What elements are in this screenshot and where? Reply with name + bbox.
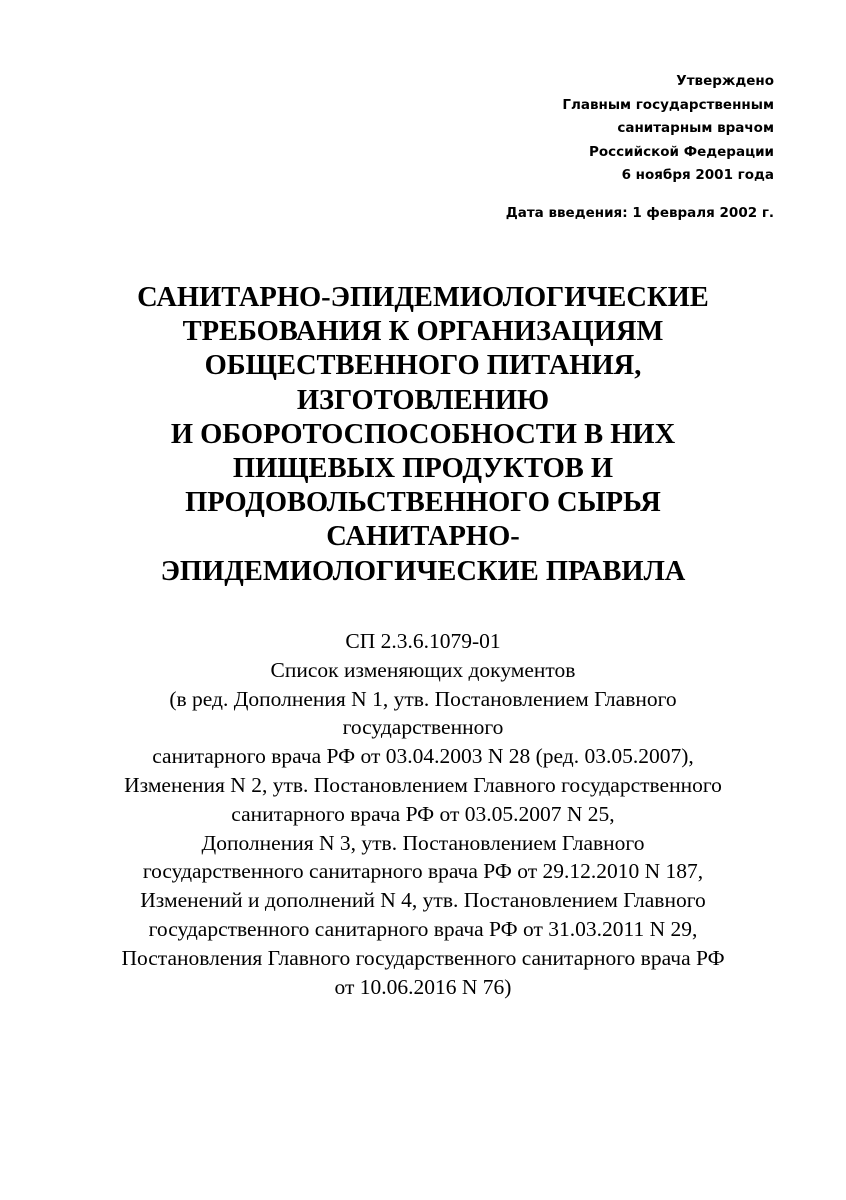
title-line: САНИТАРНО- <box>326 521 520 553</box>
title-line: ТРЕБОВАНИЯ К ОРГАНИЗАЦИЯМ <box>182 316 664 348</box>
amendments-block <box>40 627 806 1001</box>
amendment-line: государственного санитарного врача РФ от 29.12.2010 N 187, <box>142 859 704 884</box>
document-title <box>60 281 786 589</box>
approval-line: Утверждено <box>676 73 774 89</box>
amendment-line: государственного <box>342 715 504 740</box>
title-line: И ОБОРОТОСПОСОБНОСТИ В НИХ <box>170 418 676 450</box>
amendment-line: Постановления Главного государственного санитарного врача РФ <box>121 945 725 970</box>
title-line: САНИТАРНО-ЭПИДЕМИОЛОГИЧЕСКИЕ <box>137 282 709 313</box>
introduction-date: Дата введения: 1 февраля 2002 г. <box>505 205 774 221</box>
amendment-line: санитарного врача РФ от 03.04.2003 N 28 (ред. 03.05.2007), <box>152 744 694 769</box>
title-line: ЭПИДЕМИОЛОГИЧЕСКИЕ ПРАВИЛА <box>160 555 686 587</box>
approval-line: Российской Федерации <box>589 143 774 160</box>
amendment-line: Изменений и дополнений N 4, утв. Постановлением Главного <box>140 888 706 913</box>
approval-line: санитарным врачом <box>617 120 774 136</box>
amendment-line: санитарного врача РФ от 03.05.2007 N 25, <box>231 801 615 826</box>
approval-line: Главным государственным <box>562 96 774 113</box>
amendment-line: государственного санитарного врача РФ от 31.03.2011 N 29, <box>148 916 698 941</box>
approval-block <box>562 70 774 188</box>
document-code: СП 2.3.6.1079-01 <box>345 629 501 653</box>
amendment-line: (в ред. Дополнения N 1, утв. Постановлением Главного <box>169 686 677 711</box>
amendment-line: Изменения N 2, утв. Постановлением Главного государственного <box>124 772 722 797</box>
amendments-heading: Список изменяющих документов <box>270 657 576 682</box>
title-line: ОБЩЕСТВЕННОГО ПИТАНИЯ, <box>204 350 642 382</box>
amendment-line: Дополнения N 3, утв. Постановлением Главного <box>201 830 645 855</box>
title-line: ПРОДОВОЛЬСТВЕННОГО СЫРЬЯ <box>185 487 661 519</box>
title-line: ПИЩЕВЫХ ПРОДУКТОВ И <box>232 453 614 485</box>
title-line: ИЗГОТОВЛЕНИЮ <box>296 384 550 416</box>
approval-date: 6 ноября 2001 года <box>621 167 774 183</box>
amendment-line: от 10.06.2016 N 76) <box>334 974 512 999</box>
